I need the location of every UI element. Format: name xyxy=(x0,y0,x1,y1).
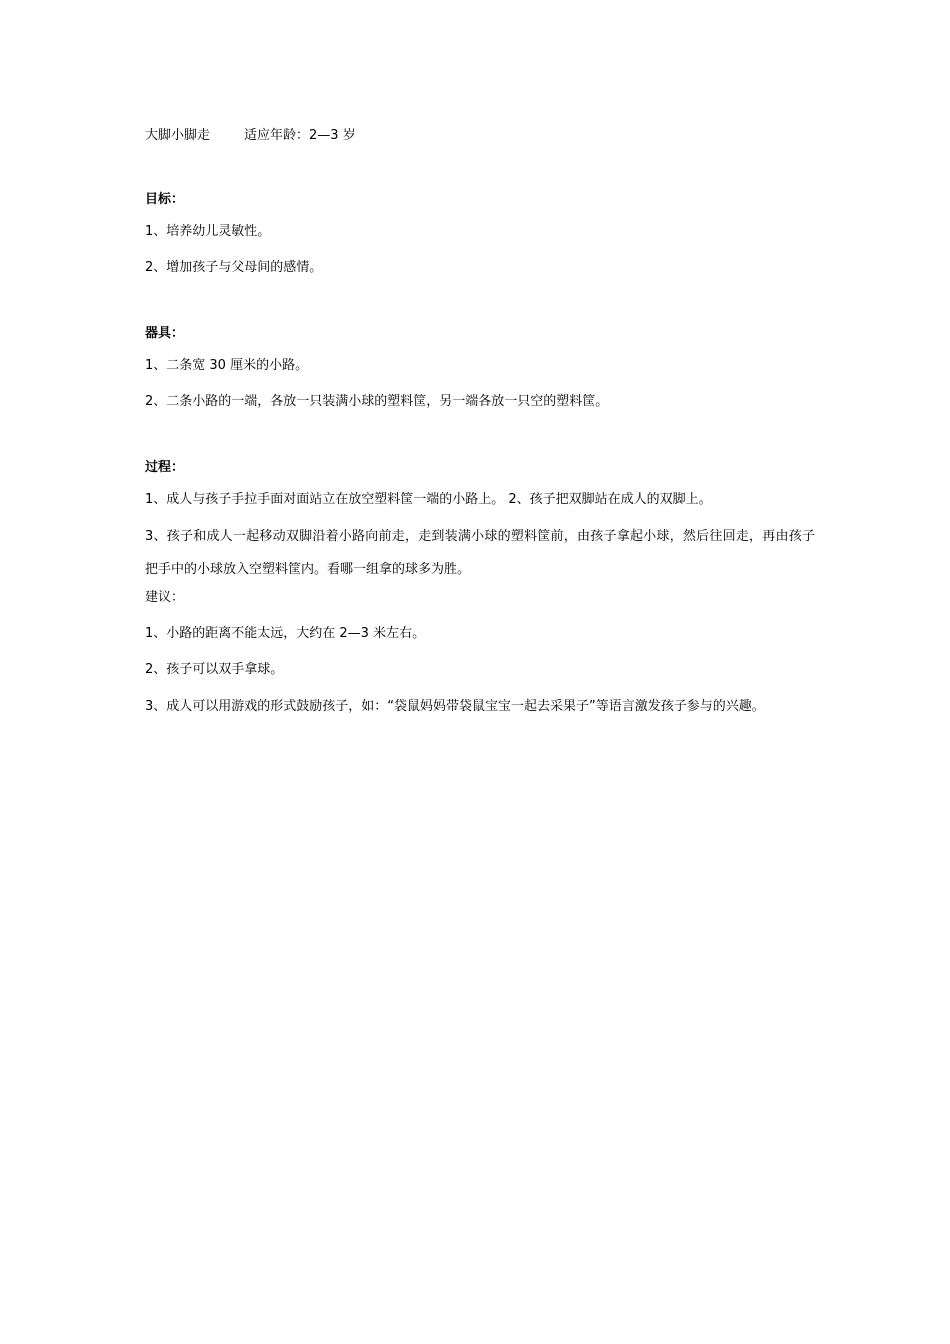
equipment-heading: 器具： xyxy=(145,326,185,341)
process-item-3: 3、孩子和成人一起移动双脚沿着小路向前走，走到装满小球的塑料筐前，由孩子拿起小球，然后往回走，再由孩子把手中的小球放入空塑料筐内。看哪一组拿的球多为胜。 xyxy=(145,529,815,577)
equipment-item-2: 2、二条小路的一端，各放一只装满小球的塑料筐，另一端各放一只空的塑料筐。 xyxy=(145,394,609,409)
goals-item-2: 2、增加孩子与父母间的感情。 xyxy=(145,260,323,275)
process-heading: 过程： xyxy=(145,460,185,475)
equipment-item-1: 1、二条宽 30 厘米的小路。 xyxy=(145,358,309,373)
age-label: 适应年龄：2—3 岁 xyxy=(244,128,356,143)
suggestions-heading: 建议： xyxy=(145,590,185,605)
document-body xyxy=(145,126,815,723)
goals-heading: 目标： xyxy=(145,192,185,207)
title-line xyxy=(145,126,815,146)
goals-item-1: 1、培养幼儿灵敏性。 xyxy=(145,224,271,239)
game-title: 大脚小脚走 xyxy=(145,128,211,143)
suggestions-item-1: 1、小路的距离不能太远，大约在 2—3 米左右。 xyxy=(145,626,426,641)
suggestions-item-2: 2、孩子可以双手拿球。 xyxy=(145,662,284,677)
process-item-1: 1、成人与孩子手拉手面对面站立在放空塑料筐一端的小路上。 2、孩子把双脚站在成人的双脚上。 xyxy=(145,492,712,507)
suggestions-item-3: 3、成人可以用游戏的形式鼓励孩子，如：“袋鼠妈妈带袋鼠宝宝一起去采果子”等语言激发孩子参与的兴趣。 xyxy=(145,699,765,714)
